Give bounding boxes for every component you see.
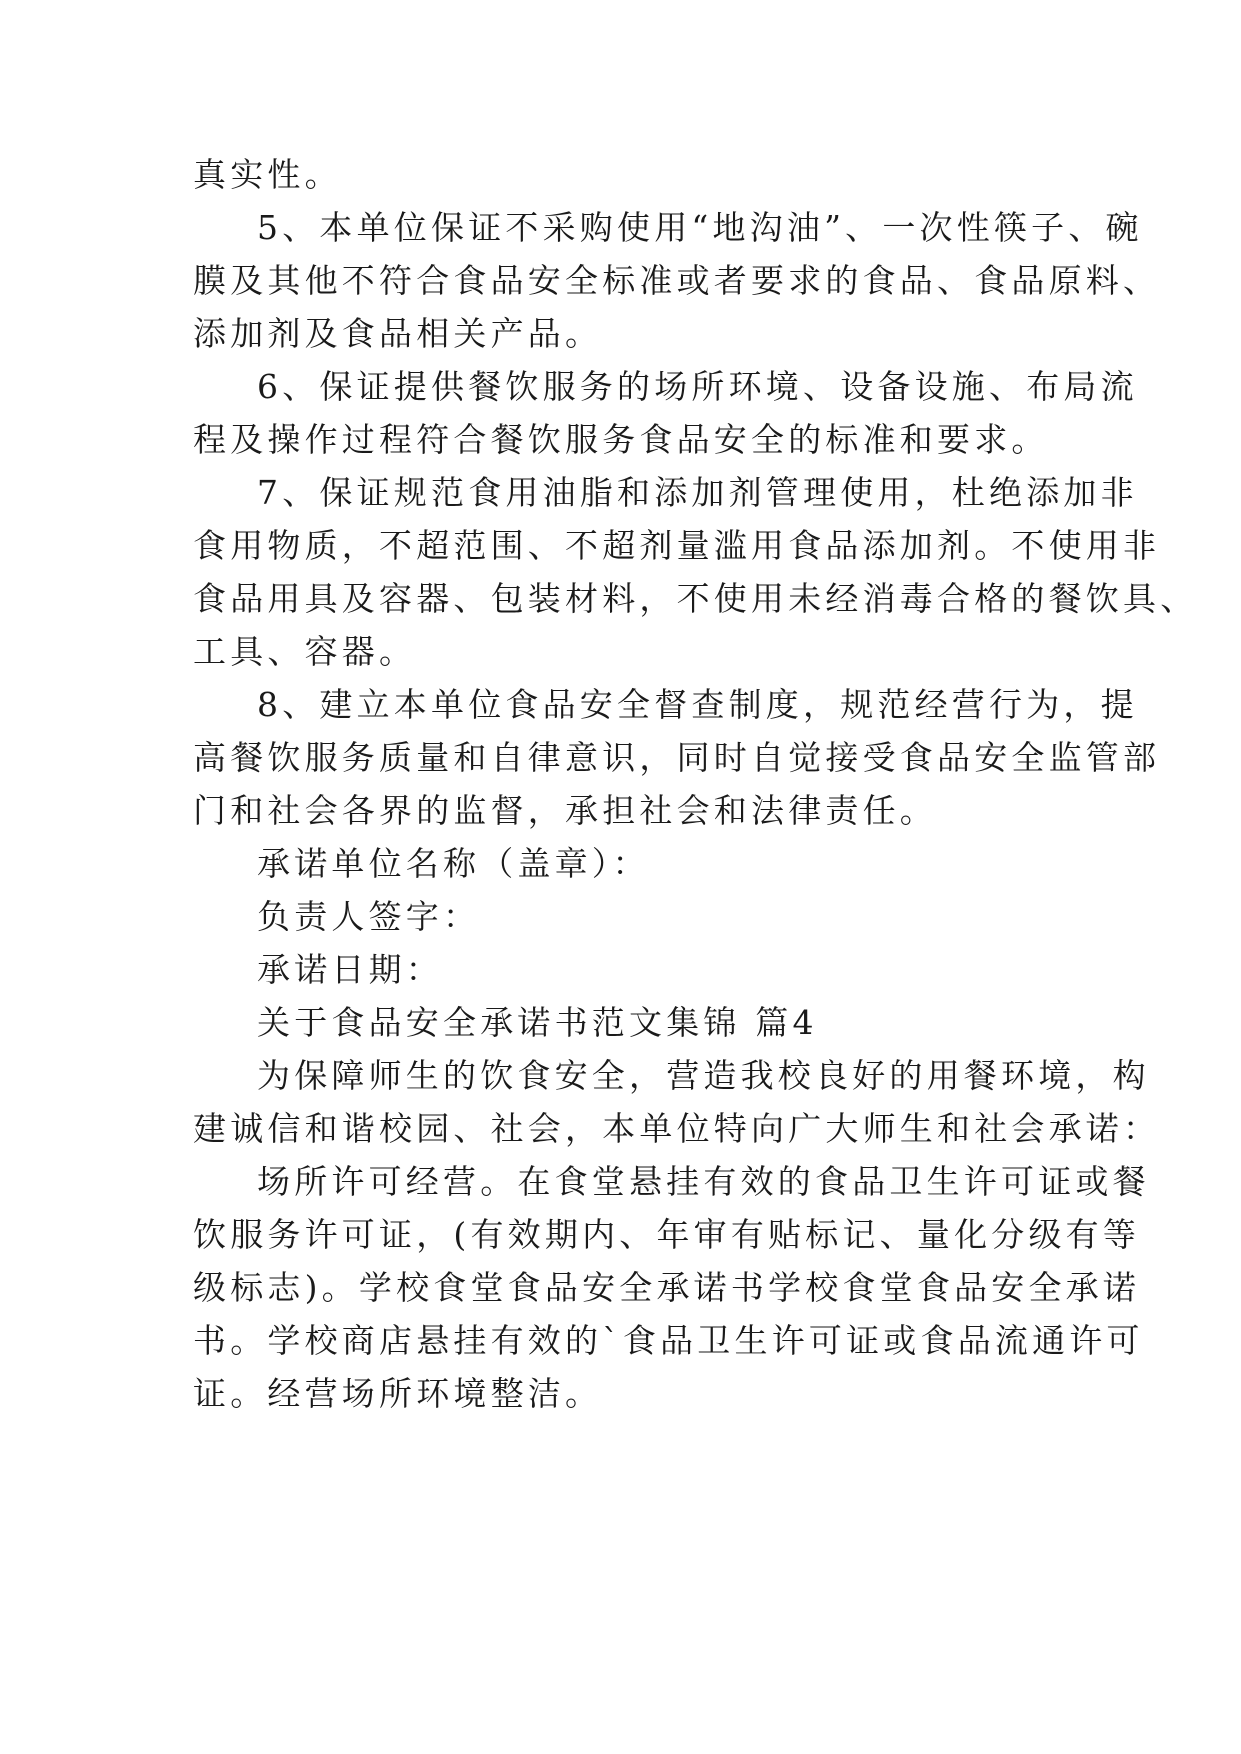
text-line: 场所许可经营。在食堂悬挂有效的食品卫生许可证或餐 xyxy=(257,1162,1150,1201)
signature-date-label: 承诺日期： xyxy=(257,950,443,989)
paragraph-item-7: 7、保证规范食用油脂和添加剂管理使用，杜绝添加非 xyxy=(257,473,1138,512)
paragraph-item-6: 6、保证提供餐饮服务的场所环境、设备设施、布局流 xyxy=(257,367,1138,406)
text-line: 工具、容器。 xyxy=(193,632,417,671)
text-line: 高餐饮服务质量和自律意识，同时自觉接受食品安全监管部 xyxy=(193,738,1161,777)
text-line: 膜及其他不符合食品安全标准或者要求的食品、食品原料、 xyxy=(193,261,1161,300)
text-line: 程及操作过程符合餐饮服务食品安全的标准和要求。 xyxy=(193,420,1049,459)
text-line: 真实性。 xyxy=(193,155,342,194)
section-heading: 关于食品安全承诺书范文集锦 篇4 xyxy=(257,1003,818,1042)
text-line: 建诚信和谐校园、社会，本单位特向广大师生和社会承诺： xyxy=(193,1109,1161,1148)
text-line: 证。经营场所环境整洁。 xyxy=(193,1374,603,1413)
text-line: 饮服务许可证，(有效期内、年审有贴标记、量化分级有等 xyxy=(193,1215,1141,1254)
paragraph-item-8: 8、建立本单位食品安全督查制度，规范经营行为，提 xyxy=(257,685,1138,724)
signature-unit-name-label: 承诺单位名称（盖章）： xyxy=(257,844,650,883)
text-line: 食用物质，不超范围、不超剂量滥用食品添加剂。不使用非 xyxy=(193,526,1161,565)
signature-person-label: 负责人签字： xyxy=(257,897,481,936)
text-line: 书。学校商店悬挂有效的`食品卫生许可证或食品流通许可 xyxy=(193,1321,1144,1360)
paragraph-item-5: 5、本单位保证不采购使用“地沟油”、一次性筷子、碗 xyxy=(257,208,1143,247)
text-line: 级标志)。学校食堂食品安全承诺书学校食堂食品安全承诺 xyxy=(193,1268,1141,1307)
text-line: 门和社会各界的监督，承担社会和法律责任。 xyxy=(193,791,937,830)
text-line: 食品用具及容器、包装材料，不使用未经消毒合格的餐饮具、 xyxy=(193,579,1198,618)
text-line: 添加剂及食品相关产品。 xyxy=(193,314,603,353)
text-line: 为保障师生的饮食安全，营造我校良好的用餐环境，构 xyxy=(257,1056,1150,1095)
